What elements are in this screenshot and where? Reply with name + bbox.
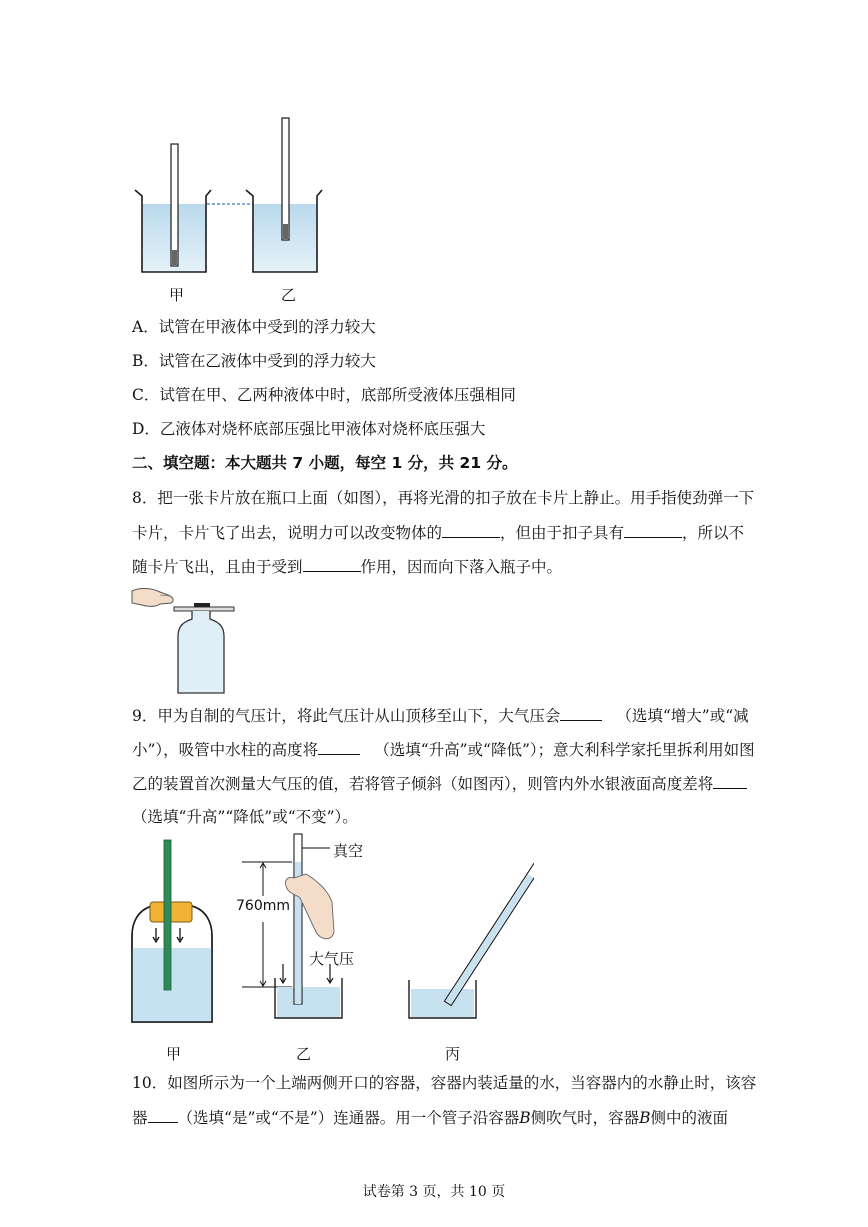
q9-line3 <box>132 773 747 794</box>
fig7-label-jia: 甲 <box>169 286 185 304</box>
card-bottle-figure <box>130 583 240 697</box>
fig9-label-jia: 甲 <box>166 1045 182 1063</box>
q9-text: （选填“增大”或“减 <box>616 707 749 725</box>
answer-blank <box>624 522 682 538</box>
height-label: 760mm <box>236 898 290 914</box>
page-footer: 试卷第 3 页，共 10 页 <box>362 1184 506 1200</box>
fig9-label-yi: 乙 <box>296 1045 312 1063</box>
tilted-tube-figure <box>404 840 534 1022</box>
q9-line4: （选填“升高”“降低”或“不变”）。 <box>132 808 358 826</box>
beakers-figure <box>125 112 335 282</box>
q8-text: 卡片，卡片飞了出去，说明力可以改变物体的 <box>132 524 443 542</box>
q7-option-a: A．试管在甲液体中受到的浮力较大 <box>132 318 376 336</box>
q9-text: （选填“升高”或“降低”）；意大利科学家托里拆利用如图 <box>374 741 755 759</box>
bottle <box>178 611 224 693</box>
answer-blank <box>303 556 361 572</box>
q10-text: 器 <box>132 1109 148 1127</box>
q10-text: 侧吹气时，容器 <box>530 1109 640 1127</box>
q7-option-b: B．试管在乙液体中受到的浮力较大 <box>132 352 376 370</box>
q8-text: ，所以不 <box>682 524 745 542</box>
q8-line3 <box>132 556 562 577</box>
q9-line2 <box>132 739 755 760</box>
hand-icon <box>285 874 334 939</box>
q10-text: （选填“是”或“不是”）连通器。用一个管子沿容器 <box>177 1109 520 1127</box>
answer-blank <box>713 773 747 789</box>
barometer-figure <box>128 836 218 1028</box>
button-coin <box>194 603 210 607</box>
q7-option-d: D．乙液体对烧杯底部压强比甲液体对烧杯底压强大 <box>132 420 486 438</box>
section-heading: 二、填空题：本大题共 7 小题，每空 1 分，共 21 分。 <box>132 454 518 472</box>
answer-blank <box>318 739 360 755</box>
q10-text: 侧中的液面 <box>650 1109 729 1127</box>
q9-line1 <box>132 705 749 726</box>
beaker-jia <box>135 144 211 272</box>
answer-blank <box>560 705 602 721</box>
q10-line1: 10．如图所示为一个上端两侧开口的容器，容器内装适量的水，当容器内的水静止时，该容 <box>132 1074 757 1092</box>
hand-icon <box>132 588 173 606</box>
q8-line2 <box>132 522 744 543</box>
answer-blank <box>442 522 500 538</box>
card <box>174 607 234 611</box>
q9-text: 乙的装置首次测量大气压的值，若将管子倾斜（如图丙），则管内外水银液面高度差将 <box>132 775 714 793</box>
q8-text: 随卡片飞出，且由于受到 <box>132 558 303 576</box>
q9-text: 小”），吸管中水柱的高度将 <box>132 741 319 759</box>
q10-line2 <box>132 1107 728 1128</box>
answer-blank <box>148 1107 178 1123</box>
q8-text: ，但由于扣子具有 <box>500 524 625 542</box>
q9-text: 9．甲为自制的气压计，将此气压计从山顶移至山下，大气压会 <box>132 707 561 725</box>
atm-pressure-label: 大气压 <box>309 950 355 968</box>
var-b: B <box>639 1109 651 1127</box>
q8-text: 作用，因而向下落入瓶子中。 <box>360 558 563 576</box>
q7-option-c: C．试管在甲、乙两种液体中时，底部所受液体压强相同 <box>132 386 516 404</box>
q8-line1: 8．把一张卡片放在瓶口上面（如图），再将光滑的扣子放在卡片上静止。用手指使劲弹一下 <box>132 489 755 507</box>
green-tube <box>164 840 171 990</box>
vacuum-label: 真空 <box>333 842 364 860</box>
fig9-label-bing: 丙 <box>445 1045 461 1063</box>
var-b: B <box>519 1109 531 1127</box>
beaker-yi <box>246 118 322 272</box>
fig7-label-yi: 乙 <box>281 286 297 304</box>
